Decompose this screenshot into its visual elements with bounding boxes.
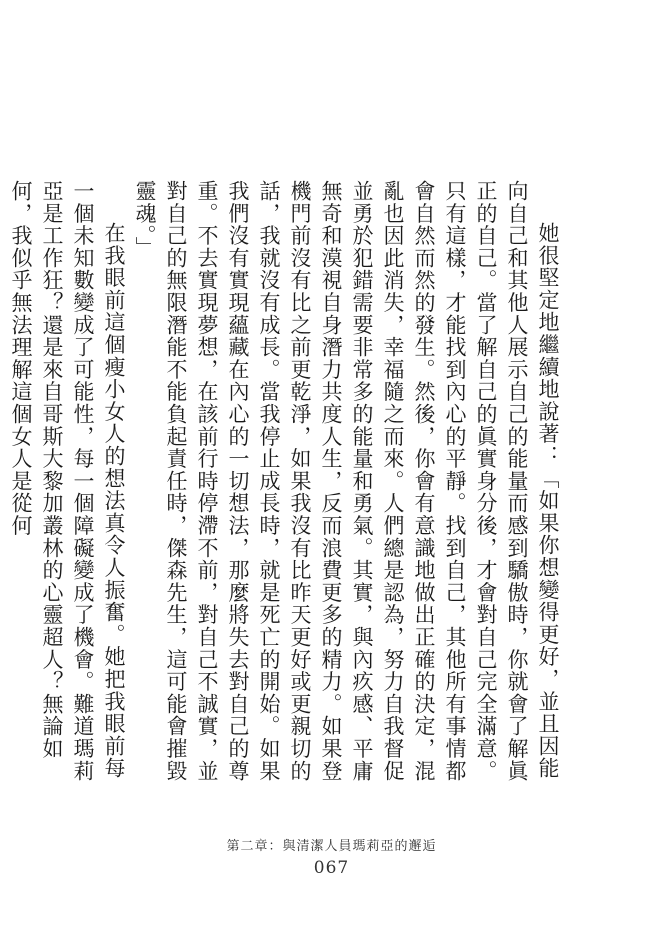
page-number: 067: [313, 858, 350, 878]
chapter-title-footer: 第二章：與清潔人員瑪莉亞的邂逅: [226, 839, 437, 854]
body-text: [9, 180, 563, 790]
paragraph-1: 她很堅定地繼續地說著：「如果你想變得更好，並且因能向自己和其他人展示自己的能量而感到驕傲時，你就會了解眞正的自己。當了解自己的眞實身分後，才會對自己完全滿意。只有這樣，才能找到內心的平靜。找到自己，其他所有事情都會自然而然的發生。然後，你會有意識地做出正確的決定，混亂也因此消失，幸福隨之而來。人們總是認為，努力自我督促並勇於犯錯需要非常多的能量和勇氣。其實，與內疚感、平庸無奇和漠視自身潛力共度人生，反而浪費更多的精力。如果登機門前沒有比之前更乾淨，如果我沒有比昨天更好或更親切的話，我就沒有成長。當我停止成長時，就是死亡的開始。如果我們沒有實現蘊藏在內心的一切想法，那麼將失去對自己的尊重。不去實現夢想，在該前行時停滯不前，對自己不誠實，並對自己的無限潛能不能負起責任時，傑森先生，這可能會摧毀靈魂。」: [133, 180, 560, 783]
paragraph-2: 在我眼前這個瘦小女人的想法真令人振奮。她把我眼前每一個未知數變成了可能性，每一個障礙變成了機會。難道瑪莉亞是工作狂？還是來自哥斯大黎加叢林的心靈超人？無論如何，我似乎無法理解這個女人是從何: [9, 180, 126, 783]
